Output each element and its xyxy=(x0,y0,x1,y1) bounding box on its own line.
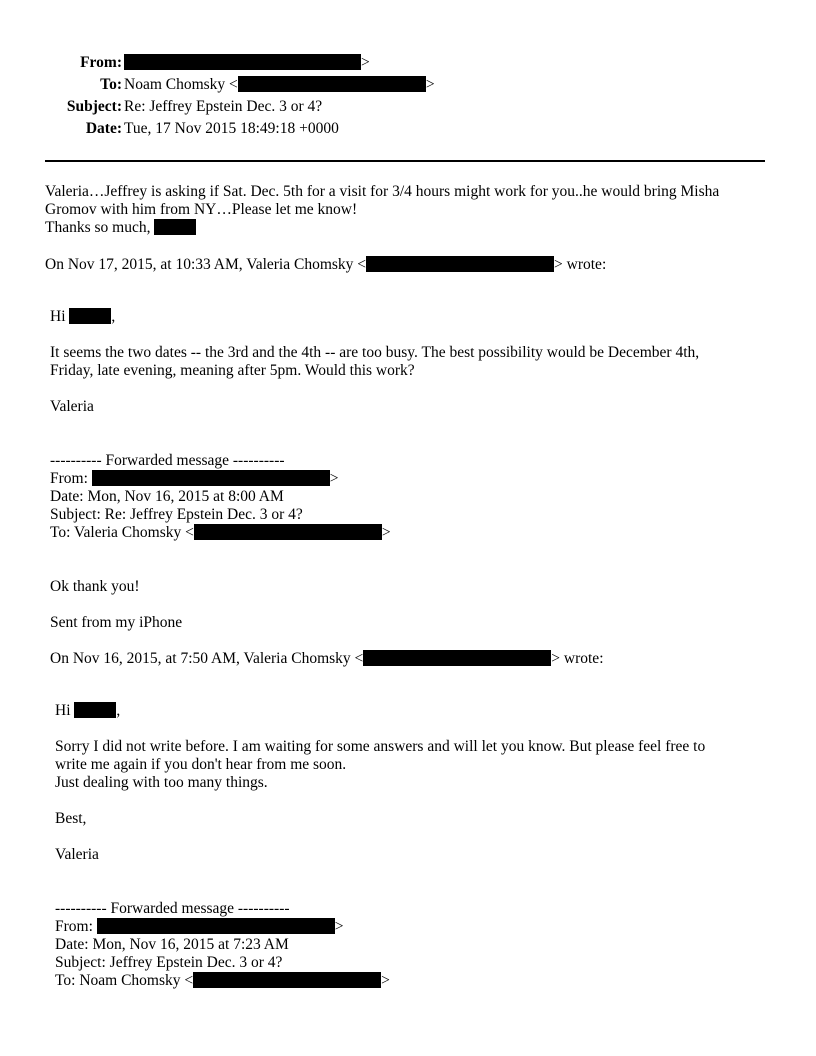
quote1-date: Date: Mon, Nov 16, 2015 at 8:00 AM xyxy=(50,488,284,505)
redaction-bar xyxy=(92,470,330,486)
from-close: > xyxy=(334,918,344,935)
body-line-1: Valeria…Jeffrey is asking if Sat. Dec. 5th for a visit for 3/4 hours might work for you..he would bring Misha xyxy=(45,183,720,200)
body-thanks xyxy=(45,219,196,237)
quote1-greeting xyxy=(50,308,115,326)
redaction-bar xyxy=(74,702,116,718)
quote-intro-2 xyxy=(50,650,604,668)
quote2-date: Date: Mon, Nov 16, 2015 at 7:23 AM xyxy=(55,936,289,953)
hi-comma: , xyxy=(111,308,116,325)
quote2-para-line-1: Sorry I did not write before. I am waiting for some answers and will let you know. But please feel free to xyxy=(55,738,706,755)
quote1-forward-divider: ---------- Forwarded message ---------- xyxy=(50,452,285,469)
from-label: From: xyxy=(55,918,93,935)
thanks-text: Thanks so much, xyxy=(45,219,151,236)
quote2-from xyxy=(55,918,344,936)
redaction-bar xyxy=(366,256,554,272)
redaction-bar xyxy=(194,524,382,540)
quote2-para-line-3: Just dealing with too many things. xyxy=(55,774,268,791)
redaction-bar xyxy=(154,219,196,235)
redaction-bar xyxy=(124,54,361,70)
quote1-to xyxy=(50,524,391,542)
quote2-subject: Subject: Jeffrey Epstein Dec. 3 or 4? xyxy=(55,954,283,971)
quote2-signature: Valeria xyxy=(55,846,99,863)
quote1-from xyxy=(50,470,339,488)
to-label: To: xyxy=(100,76,122,93)
hi-comma: , xyxy=(116,702,121,719)
body-line-2: Gromov with him from NY…Please let me know! xyxy=(45,201,358,218)
to-text: To: Noam Chomsky < xyxy=(55,972,194,989)
redaction-bar xyxy=(363,650,551,666)
quote2-greeting xyxy=(55,702,120,720)
from-close: > xyxy=(361,54,370,71)
quote-intro-text: On Nov 16, 2015, at 7:50 AM, Valeria Chomsky < xyxy=(50,650,364,667)
quote-intro-wrote: > wrote: xyxy=(551,650,604,667)
date-label: Date: xyxy=(85,120,122,137)
quote2-to xyxy=(55,972,390,990)
hi-text: Hi xyxy=(50,308,66,325)
quote-intro-1 xyxy=(45,256,606,274)
from-close: > xyxy=(329,470,339,487)
from-value xyxy=(124,54,370,72)
to-name: Noam Chomsky < xyxy=(124,76,238,93)
from-label: From: xyxy=(50,470,88,487)
quote1-para-line-1: It seems the two dates -- the 3rd and the 4th -- are too busy. The best possibility would be December 4th, xyxy=(50,344,700,361)
redaction-bar xyxy=(238,76,426,92)
redaction-bar xyxy=(193,972,381,988)
subject-label: Subject: xyxy=(66,98,122,115)
quote1-signature: Valeria xyxy=(50,398,94,415)
email-header xyxy=(0,0,816,150)
quote-intro-wrote: > wrote: xyxy=(554,256,607,273)
to-close: > xyxy=(381,524,391,541)
quote1-para-line-2: Friday, late evening, meaning after 5pm. Would this work? xyxy=(50,362,415,379)
to-value xyxy=(124,76,435,94)
to-close: > xyxy=(381,972,390,989)
to-close: > xyxy=(425,76,435,93)
quote2-best: Best, xyxy=(55,810,87,827)
from-label: From: xyxy=(80,54,122,71)
date-value: Tue, 17 Nov 2015 18:49:18 +0000 xyxy=(124,120,339,137)
hi-text: Hi xyxy=(55,702,71,719)
quote2-forward-divider: ---------- Forwarded message ---------- xyxy=(55,900,290,917)
quote1-subject: Subject: Re: Jeffrey Epstein Dec. 3 or 4? xyxy=(50,506,303,523)
quote2-para-line-2: write me again if you don't hear from me soon. xyxy=(55,756,347,773)
quote-intro-text: On Nov 17, 2015, at 10:33 AM, Valeria Chomsky < xyxy=(45,256,367,273)
redaction-bar xyxy=(69,308,111,324)
header-divider xyxy=(45,160,765,162)
redaction-bar xyxy=(97,918,335,934)
quote1-ok: Ok thank you! xyxy=(50,578,140,595)
quote1-sent-from: Sent from my iPhone xyxy=(50,614,183,631)
subject-value: Re: Jeffrey Epstein Dec. 3 or 4? xyxy=(124,98,323,115)
to-text: To: Valeria Chomsky < xyxy=(50,524,194,541)
